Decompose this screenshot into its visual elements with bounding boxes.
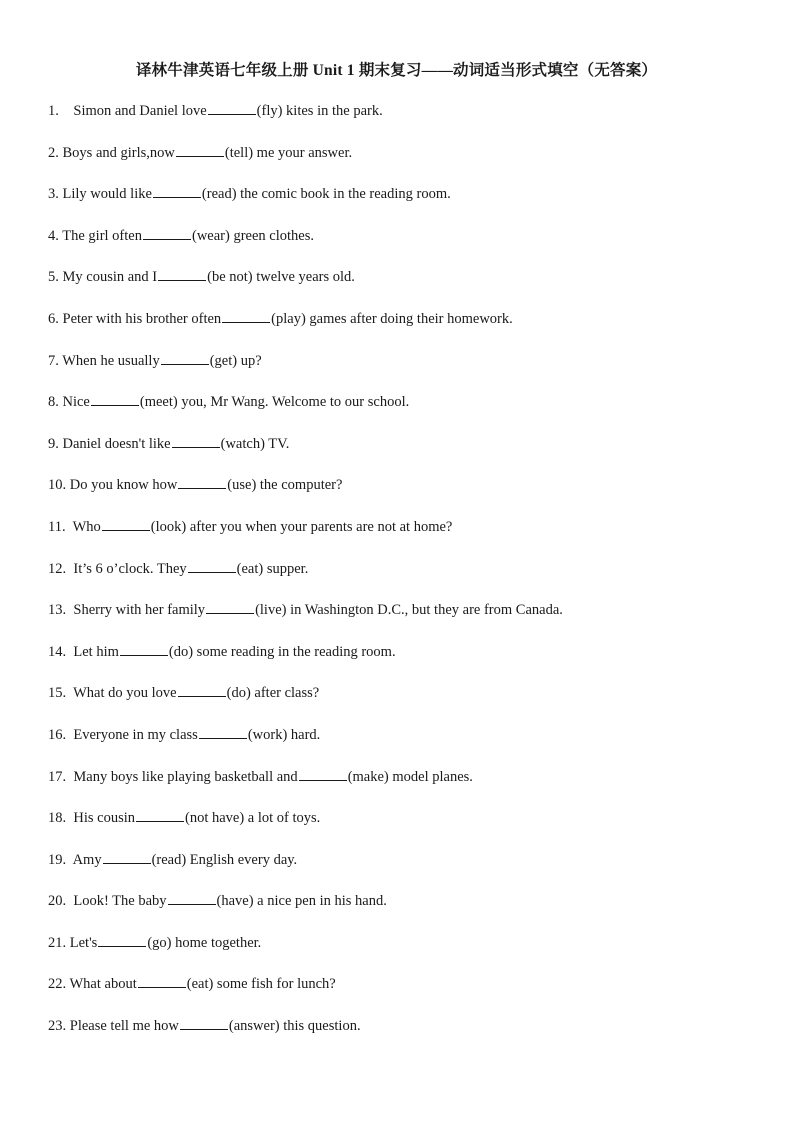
- question-text-before: When he usually: [62, 352, 160, 369]
- question-text-after: (wear) green clothes.: [191, 227, 314, 244]
- question-text-after: (do) some reading in the reading room.: [168, 643, 396, 660]
- question-number: 21.: [48, 934, 67, 951]
- question-text-after: (live) in Washington D.C., but they are from Canada.: [255, 602, 563, 619]
- answer-blank[interactable]: [188, 559, 236, 573]
- answer-blank[interactable]: [120, 642, 168, 656]
- question-item: [48, 100, 748, 142]
- question-text-before: What do you love: [73, 685, 177, 702]
- answer-blank[interactable]: [98, 933, 146, 947]
- question-item: [48, 308, 748, 350]
- question-item: [48, 266, 748, 308]
- question-number: 6.: [48, 310, 59, 327]
- question-number: 3.: [48, 186, 59, 203]
- question-text-before: Do you know how: [69, 477, 178, 494]
- question-text-after: (have) a nice pen in his hand.: [216, 893, 387, 910]
- question-text-after: (meet) you, Mr Wang. Welcome to our school.: [139, 394, 410, 411]
- question-number: 10.: [48, 477, 67, 494]
- question-number: 4.: [48, 227, 59, 244]
- answer-blank[interactable]: [153, 184, 201, 198]
- question-text-before: Simon and Daniel love: [73, 103, 207, 119]
- question-number: 11.: [48, 518, 66, 535]
- question-item: [48, 599, 748, 641]
- question-item: [48, 1015, 748, 1057]
- question-text-after: (look) after you when your parents are not at home?: [150, 518, 453, 535]
- answer-blank[interactable]: [161, 351, 209, 365]
- question-item: [48, 849, 748, 891]
- question-text-before: Who: [72, 518, 101, 535]
- question-text-after: (fly) kites in the park.: [256, 103, 383, 119]
- question-text-after: (not have) a lot of toys.: [185, 810, 321, 827]
- question-number: 12.: [48, 560, 67, 577]
- question-text-after: (use) the computer?: [227, 477, 343, 494]
- question-item: [48, 142, 748, 184]
- question-text-after: (play) games after doing their homework.: [271, 310, 513, 327]
- question-text-before: My cousin and I: [62, 269, 158, 286]
- question-number: 16.: [48, 726, 67, 743]
- question-number: 1.: [48, 103, 59, 119]
- question-number: 23.: [48, 1018, 67, 1035]
- question-item: [48, 350, 748, 392]
- question-text-after: (work) hard.: [247, 726, 321, 743]
- question-text-before: Please tell me how: [69, 1018, 179, 1035]
- answer-blank[interactable]: [199, 725, 247, 739]
- question-item: [48, 682, 748, 724]
- question-text-before: Nice: [62, 394, 90, 411]
- question-number: 15.: [48, 685, 67, 702]
- question-text-after: (read) English every day.: [151, 851, 298, 868]
- question-text-before: Many boys like playing basketball and: [73, 768, 298, 785]
- question-text-before: What about: [69, 976, 137, 993]
- question-item: [48, 433, 748, 475]
- answer-blank[interactable]: [102, 517, 150, 531]
- question-item: [48, 558, 748, 600]
- question-text-before: His cousin: [73, 810, 135, 827]
- question-text-before: Look! The baby: [73, 893, 167, 910]
- question-item: [48, 474, 748, 516]
- question-number: 17.: [48, 768, 67, 785]
- question-text-after: (go) home together.: [147, 934, 262, 951]
- question-item: [48, 890, 748, 932]
- question-text-before: Let him: [73, 643, 119, 660]
- answer-blank[interactable]: [168, 891, 216, 905]
- question-number: 22.: [48, 976, 67, 993]
- question-item: [48, 641, 748, 683]
- answer-blank[interactable]: [138, 974, 186, 988]
- answer-blank[interactable]: [158, 267, 206, 281]
- answer-blank[interactable]: [136, 808, 184, 822]
- question-item: [48, 225, 748, 267]
- answer-blank[interactable]: [178, 475, 226, 489]
- number-gap: [59, 103, 74, 119]
- question-item: [48, 932, 748, 974]
- question-item: [48, 516, 748, 558]
- question-number: 2.: [48, 144, 59, 161]
- question-number: 8.: [48, 394, 59, 411]
- question-item: [48, 183, 748, 225]
- question-text-before: Amy: [72, 851, 102, 868]
- answer-blank[interactable]: [222, 309, 270, 323]
- question-number: 9.: [48, 435, 59, 452]
- question-text-after: (tell) me your answer.: [224, 144, 353, 161]
- number-gap: [66, 519, 73, 535]
- question-text-after: (read) the comic book in the reading room.: [201, 186, 451, 203]
- answer-blank[interactable]: [178, 683, 226, 697]
- answer-blank[interactable]: [176, 143, 224, 157]
- question-number: 13.: [48, 602, 67, 619]
- question-text-before: Lily would like: [62, 186, 152, 203]
- answer-blank[interactable]: [180, 1016, 228, 1030]
- question-text-before: Everyone in my class: [73, 726, 198, 743]
- question-text-before: Let's: [69, 934, 98, 951]
- question-list: [48, 100, 748, 1057]
- question-number: 20.: [48, 893, 67, 910]
- question-number: 7.: [48, 352, 59, 369]
- question-text-before: Sherry with her family: [73, 602, 206, 619]
- answer-blank[interactable]: [299, 767, 347, 781]
- question-text-after: (watch) TV.: [220, 435, 290, 452]
- question-item: [48, 766, 748, 808]
- question-item: [48, 724, 748, 766]
- question-text-before: It’s 6 o’clock. They: [73, 560, 187, 577]
- question-text-after: (make) model planes.: [347, 768, 473, 785]
- question-text-before: Boys and girls,now: [62, 144, 175, 161]
- question-text-after: (answer) this question.: [228, 1018, 361, 1035]
- question-text-after: (do) after class?: [226, 685, 320, 702]
- question-text-after: (eat) some fish for lunch?: [186, 976, 336, 993]
- page-title: 译林牛津英语七年级上册 Unit 1 期末复习——动词适当形式填空（无答案）: [135, 62, 658, 79]
- question-text-before: The girl often: [62, 227, 142, 244]
- question-number: 14.: [48, 643, 67, 660]
- question-number: 19.: [48, 851, 67, 868]
- answer-blank[interactable]: [172, 434, 220, 448]
- question-item: [48, 973, 748, 1015]
- question-text-after: (be not) twelve years old.: [207, 269, 355, 286]
- answer-blank[interactable]: [103, 850, 151, 864]
- question-text-after: (get) up?: [209, 352, 262, 369]
- question-item: [48, 807, 748, 849]
- question-text-after: (eat) supper.: [236, 560, 309, 577]
- question-text-before: Daniel doesn't like: [62, 435, 171, 452]
- question-item: [48, 391, 748, 433]
- question-number: 18.: [48, 810, 67, 827]
- answer-blank[interactable]: [206, 600, 254, 614]
- answer-blank[interactable]: [208, 101, 256, 115]
- question-number: 5.: [48, 269, 59, 286]
- question-text-before: Peter with his brother often: [62, 310, 222, 327]
- answer-blank[interactable]: [143, 226, 191, 240]
- answer-blank[interactable]: [91, 392, 139, 406]
